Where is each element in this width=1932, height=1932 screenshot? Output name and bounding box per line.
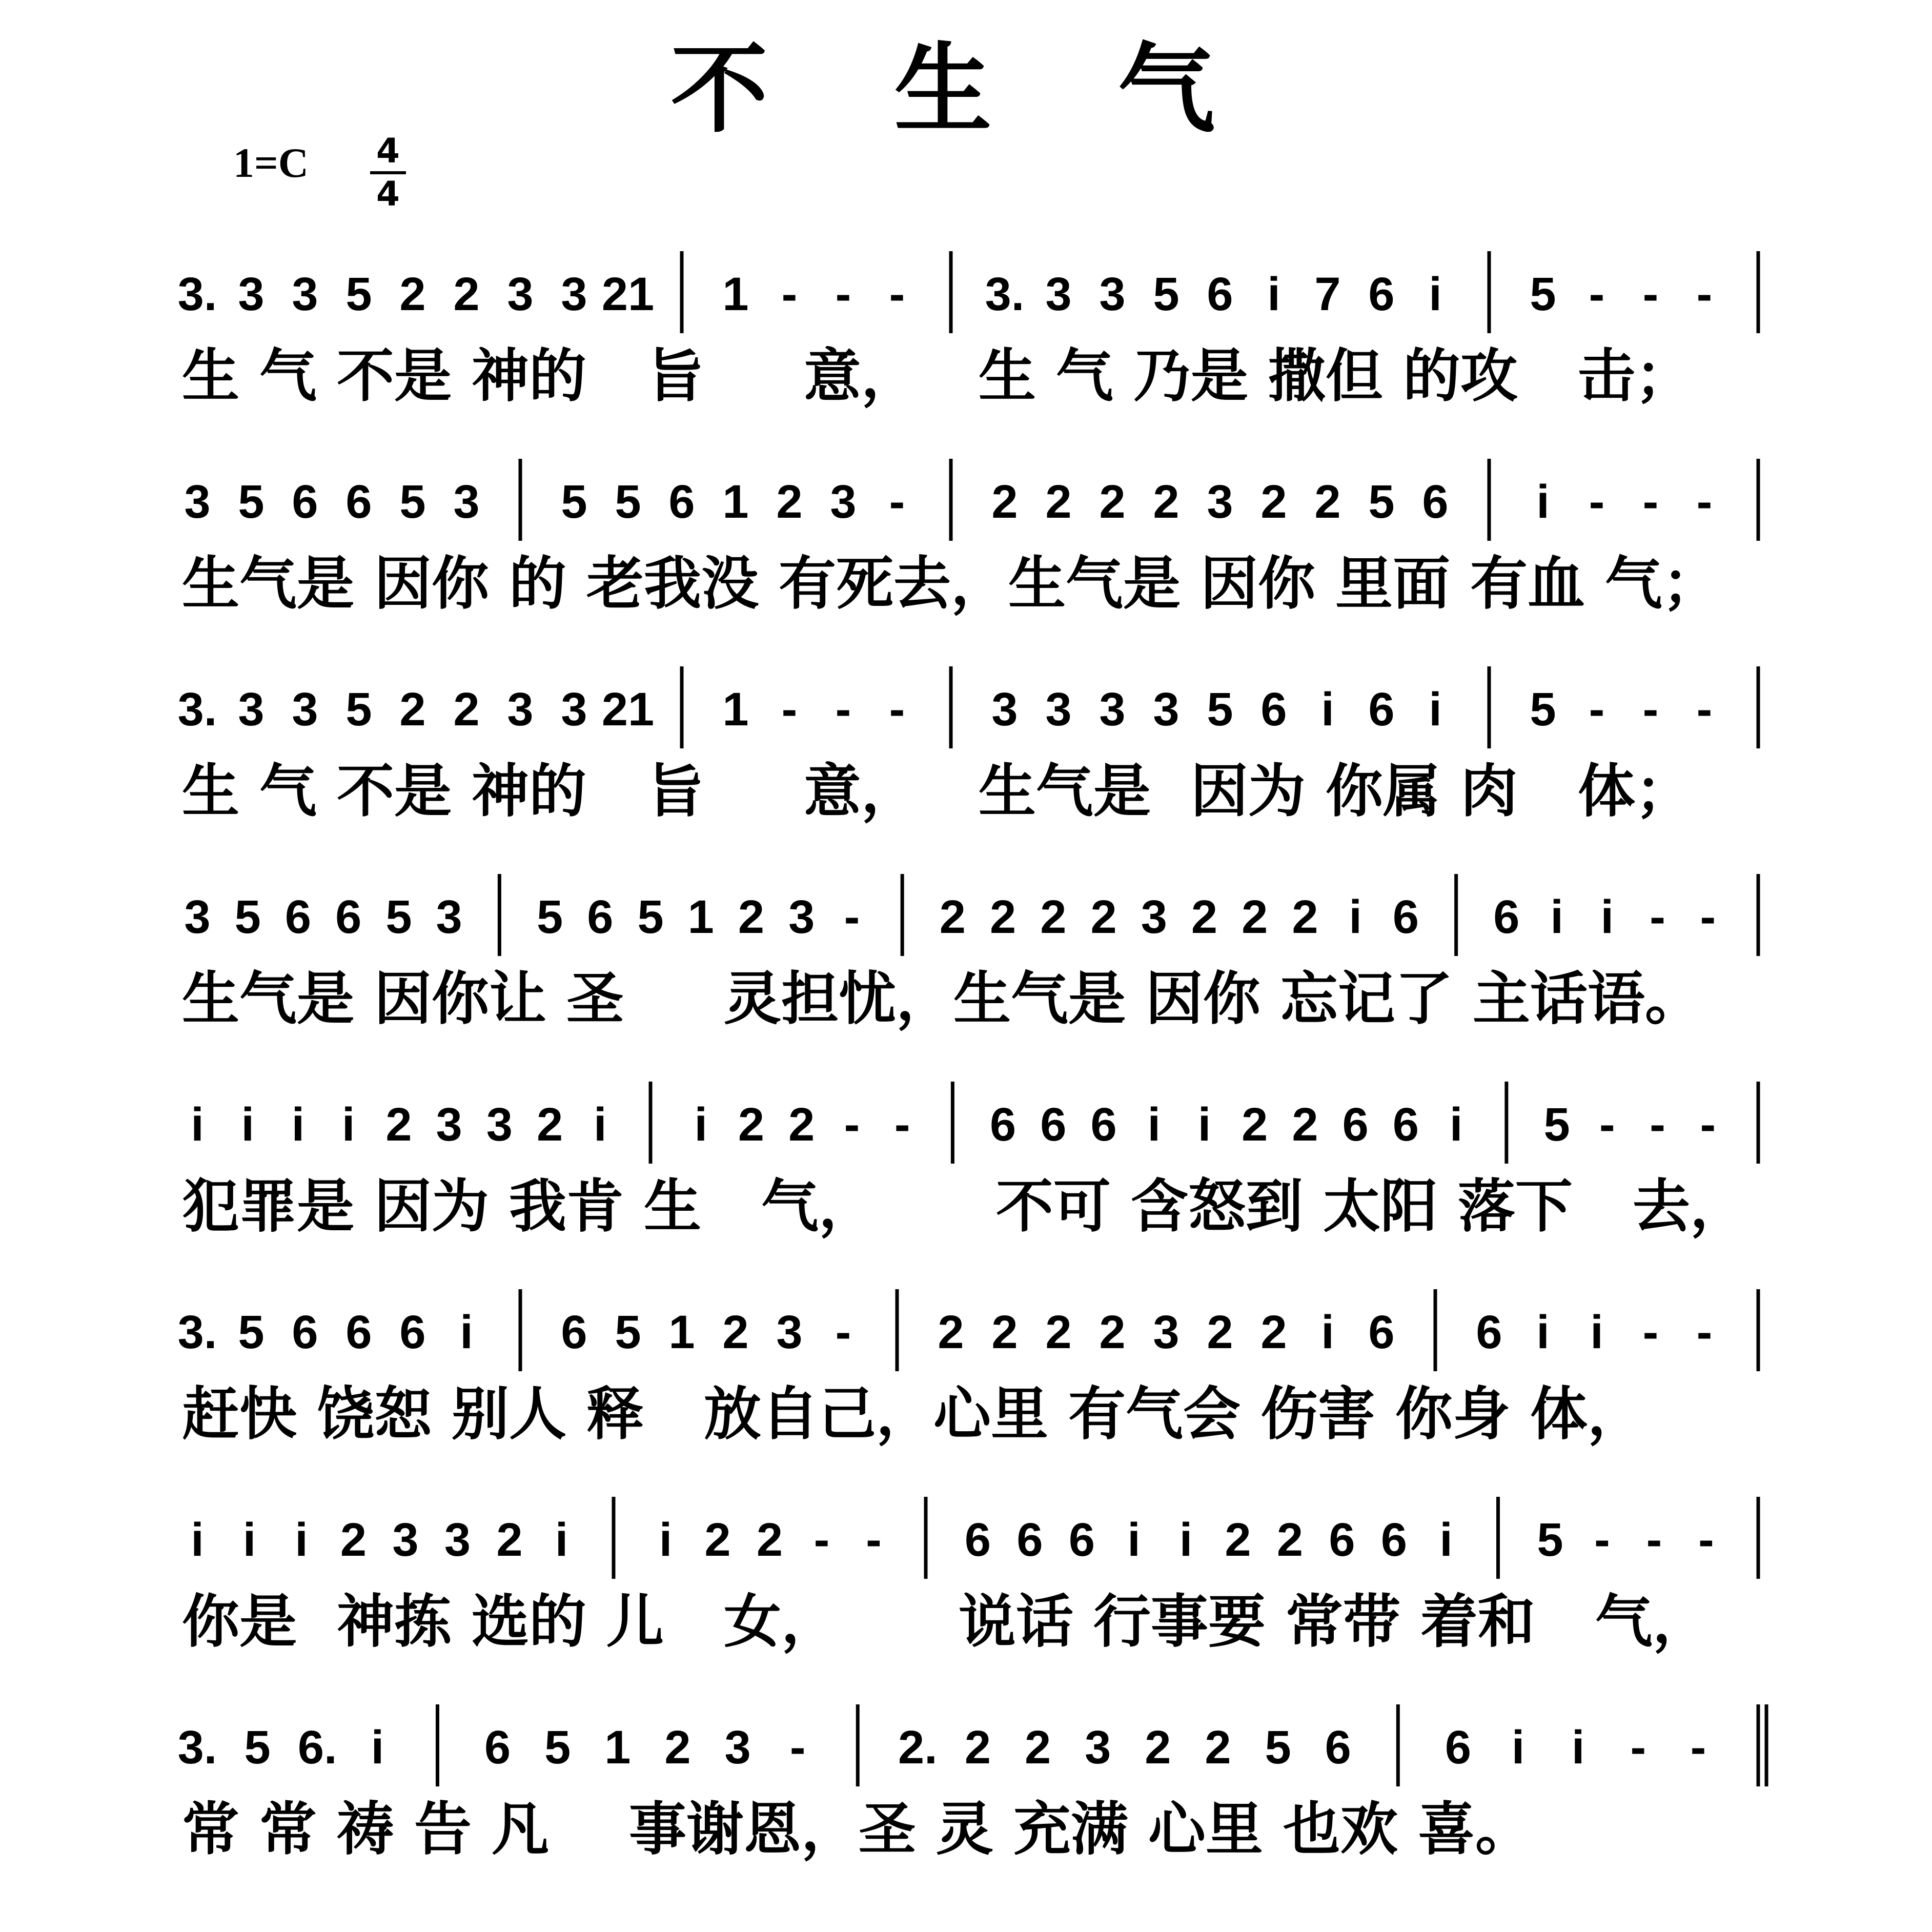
lyric-line-8: 常 常 祷 告 凡 事谢恩，圣 灵 充满 心里 也欢 喜。 (182, 1796, 1533, 1863)
notation-token: 7 (1314, 268, 1341, 320)
notation-token: 2 (738, 891, 765, 943)
notation-token: 3 (1153, 683, 1179, 736)
notation-token: i (291, 1099, 305, 1151)
notation-token: 2. (898, 1721, 938, 1774)
notation-token: 6 (1329, 1514, 1355, 1566)
notation-token: 6 (1090, 1099, 1117, 1151)
notation-token: - (1589, 683, 1605, 736)
notation-token: 6 (1260, 683, 1287, 736)
notation-token: - (889, 476, 905, 528)
notation-token: 5 (615, 1306, 641, 1358)
notation-token: 3 (444, 1514, 471, 1566)
notation-token: 2 (1191, 891, 1218, 943)
notation-token: i (1536, 476, 1550, 528)
notation-token: 2 (1090, 891, 1117, 943)
notation-token: 1 (722, 268, 749, 320)
notation-token: 2 (1276, 1514, 1304, 1566)
notation-token: 6 (1445, 1721, 1472, 1774)
notation-token: 2 (453, 683, 480, 736)
notation-token: 6 (335, 891, 362, 943)
notation-token: 2 (991, 1306, 1018, 1358)
notation-token: - (1690, 1721, 1706, 1774)
notation-token: - (781, 268, 798, 320)
time-signature-numerator: 4 (370, 134, 406, 174)
notation-token: 5 (238, 476, 265, 528)
notation-token: - (1642, 268, 1659, 320)
notation-token: 2 (938, 1306, 964, 1358)
notation-token: - (1650, 891, 1665, 943)
notation-token: 6 (1040, 1099, 1067, 1151)
notation-token: 6 (345, 476, 372, 528)
notation-token: 6 (1392, 1099, 1419, 1151)
notation-token: 6 (1392, 891, 1419, 943)
notation-token: 3 (238, 268, 265, 320)
notation-token: 2 (1205, 1721, 1231, 1774)
notation-token: 3. (177, 1306, 217, 1358)
notation-token: 2 (1045, 1306, 1072, 1358)
notation-token: 1 (668, 1306, 695, 1358)
notation-token: i (1429, 683, 1442, 736)
notation-token: 2 (964, 1721, 991, 1774)
notation-token: 3 (1099, 268, 1126, 320)
notation-token: - (781, 683, 798, 736)
notation-token: 3 (788, 891, 815, 943)
notation-token: 3 (1153, 1306, 1179, 1358)
notation-token: - (1700, 891, 1716, 943)
notation-token: 3 (292, 683, 318, 736)
notation-token: 6 (561, 1306, 587, 1358)
notation-token: 2 (1260, 1306, 1287, 1358)
lyric-line-4: 生气是 因你让 圣 灵担忧，生气是 因你 忘记了 主话语。 (182, 966, 1702, 1032)
notation-token: i (1511, 1721, 1525, 1774)
notation-token: i (1536, 1306, 1550, 1358)
notation-token: 1 (687, 891, 714, 943)
notation-token: - (1646, 1514, 1662, 1566)
notation-token: 5 (1530, 683, 1556, 736)
lyric-line-3: 生 气 不是 神的 旨 意， 生气是 因为 你属 肉 体； (182, 758, 1693, 825)
notation-token: 6 (1368, 268, 1395, 320)
notation-token: 6 (1476, 1306, 1502, 1358)
notation-token: 2 (399, 268, 426, 320)
notation-token: 5 (345, 268, 372, 320)
notation-token: - (814, 1514, 830, 1566)
notation-token: 5 (561, 476, 587, 528)
notation-token: 2 (1314, 476, 1341, 528)
notation-token: 2 (1040, 891, 1067, 943)
notation-token: - (1700, 1099, 1716, 1151)
notation-token: - (844, 891, 860, 943)
notation-token: 3 (507, 683, 534, 736)
notation-token: 3 (392, 1514, 419, 1566)
notation-token: 2 (1260, 476, 1287, 528)
notation-token: - (835, 683, 851, 736)
notation-token: 3 (184, 476, 211, 528)
notation-token: 6 (1368, 1306, 1395, 1358)
notation-token: i (191, 1099, 204, 1151)
notation-token: 2 (738, 1099, 765, 1151)
notation-token: 3 (292, 268, 318, 320)
notation-token: 2 (990, 891, 1016, 943)
notation-token: - (1696, 476, 1713, 528)
notation-token: 2 (340, 1514, 367, 1566)
notation-token: i (341, 1099, 355, 1151)
notation-token: 6 (1368, 683, 1395, 736)
notation-token: 2 (939, 891, 966, 943)
notation-token: i (1571, 1721, 1585, 1774)
notation-token: 2 (1242, 1099, 1268, 1151)
notation-token: i (694, 1099, 708, 1151)
notation-token: 2 (1099, 476, 1126, 528)
notation-token: 3 (776, 1306, 803, 1358)
notation-token: 2 (1292, 891, 1318, 943)
notation-token: i (242, 1514, 256, 1566)
notation-token: 6 (292, 476, 318, 528)
notation-token: 2 (1145, 1721, 1171, 1774)
notation-token: 3 (1085, 1721, 1111, 1774)
notation-token: 3 (238, 683, 265, 736)
notation-token: i (1439, 1514, 1453, 1566)
notation-token: 3 (1045, 268, 1072, 320)
notation-token: 3. (177, 268, 217, 320)
notation-token: 3 (453, 476, 480, 528)
notation-token: - (889, 268, 905, 320)
notation-token: i (1147, 1099, 1161, 1151)
lyric-line-7: 你是 神拣 选的 儿 女， 说话 行事要 常带 着和 气， (182, 1589, 1710, 1655)
notation-token: 5 (234, 891, 261, 943)
notation-token: i (1321, 683, 1334, 736)
notation-token: - (1698, 1514, 1714, 1566)
notation-token: i (1550, 891, 1563, 943)
notation-token: 3 (436, 891, 462, 943)
key-signature-text: 1=C (233, 139, 309, 186)
notation-token: 2 (722, 1306, 749, 1358)
notation-token: 2 (1045, 476, 1072, 528)
notation-token: 3 (1207, 476, 1233, 528)
notation-token: 1 (604, 1721, 631, 1774)
notation-token: - (1696, 1306, 1713, 1358)
notation-token: 5 (399, 476, 426, 528)
notation-token: - (1589, 476, 1605, 528)
notation-token: 6 (1342, 1099, 1369, 1151)
notation-token: 1 (722, 683, 749, 736)
notation-token: 6 (284, 891, 312, 943)
notation-token: 6 (292, 1306, 318, 1358)
notation-token: 6 (1016, 1514, 1043, 1566)
notation-token: 5 (637, 891, 664, 943)
notation-token: i (460, 1306, 473, 1358)
notation-token: 6 (399, 1306, 426, 1358)
notation-token: - (1599, 1099, 1615, 1151)
notation-token: 6 (345, 1306, 372, 1358)
notation-token: - (866, 1514, 882, 1566)
notation-token: - (1642, 476, 1659, 528)
notation-token: - (1642, 683, 1659, 736)
lyric-line-2: 生气是 因你 的 老我没 有死去，生气是 因你 里面 有血 气； (182, 551, 1720, 617)
notation-token: i (1590, 1306, 1603, 1358)
notation-token: i (1321, 1306, 1334, 1358)
notation-token: i (191, 1514, 204, 1566)
notation-token: 3 (184, 891, 211, 943)
notation-token: 6 (1380, 1514, 1408, 1566)
notation-token: 2 (1025, 1721, 1051, 1774)
notation-token: 2 (664, 1721, 691, 1774)
notation-token: 2 (1153, 476, 1179, 528)
notation-token: - (835, 1306, 851, 1358)
notation-token: - (894, 1099, 910, 1151)
notation-token: - (1696, 268, 1713, 320)
notation-token: 5 (1530, 268, 1556, 320)
notation-token: 21 (601, 683, 655, 736)
notation-token: 5 (544, 1721, 571, 1774)
notation-token: 6 (668, 476, 695, 528)
lyric-line-6: 赶快 饶恕 别人 释 放自己，心里 有气会 伤害 你身 体， (182, 1381, 1645, 1448)
notation-token: 5 (1207, 683, 1233, 736)
notation-token: 6 (1422, 476, 1449, 528)
notation-token: 6 (990, 1099, 1016, 1151)
notation-token: - (1642, 1306, 1659, 1358)
notation-token: 3. (177, 1721, 217, 1774)
notation-token: 3 (561, 268, 587, 320)
notation-token: i (1127, 1514, 1141, 1566)
notation-token: 5 (244, 1721, 271, 1774)
notation-token: 2 (1099, 1306, 1126, 1358)
notation-token: 5 (536, 891, 563, 943)
notation-token: 2 (1225, 1514, 1251, 1566)
notation-token: - (1589, 268, 1605, 320)
notation-token: 2 (496, 1514, 523, 1566)
notation-token: 3 (1099, 683, 1126, 736)
notation-token: 6 (1325, 1721, 1351, 1774)
notation-token: 5 (238, 1306, 265, 1358)
notation-token: 2 (536, 1099, 563, 1151)
notation-token: 2 (776, 476, 803, 528)
notation-token: i (1449, 1099, 1463, 1151)
notation-token: - (789, 1721, 806, 1774)
notation-token: 6 (587, 891, 614, 943)
notation-token: 3 (486, 1099, 513, 1151)
notation-token: 2 (704, 1514, 731, 1566)
notation-token: 5 (1368, 476, 1395, 528)
notation-token: 3 (507, 268, 534, 320)
lyric-line-1: 生 气 不是 神的 旨 意， 生 气 乃是 撒但 的攻 击； (182, 343, 1693, 410)
notation-token: 2 (385, 1099, 412, 1151)
notation-token: 3 (436, 1099, 462, 1151)
notation-token: 5 (385, 891, 412, 943)
notation-token: 2 (788, 1099, 815, 1151)
time-signature-denominator: 4 (376, 174, 400, 214)
notation-token: 5 (345, 683, 372, 736)
notation-token: i (241, 1099, 255, 1151)
notation-token: 6 (484, 1721, 511, 1774)
notation-token: - (1594, 1514, 1610, 1566)
notation-token: - (1650, 1099, 1665, 1151)
notation-token: - (889, 683, 905, 736)
notation-token: i (1197, 1099, 1211, 1151)
notation-token: 3 (561, 683, 587, 736)
notation-token: 5 (1153, 268, 1179, 320)
notation-token: 3 (724, 1721, 751, 1774)
notation-token: 6 (1068, 1514, 1095, 1566)
notation-token: 2 (453, 268, 480, 320)
notation-token: 5 (1543, 1099, 1570, 1151)
lyric-line-5: 犯罪是 因为 我肯 生 气， 不可 含怒到 太阳 落下 去， (182, 1173, 1747, 1240)
notation-token: - (835, 268, 851, 320)
notation-token: i (371, 1721, 384, 1774)
notation-token: 2 (991, 476, 1018, 528)
notation-token: i (594, 1099, 607, 1151)
song-title: 不 生 气 (670, 33, 1262, 146)
notation-token: i (1600, 891, 1614, 943)
notation-token: - (1696, 683, 1713, 736)
notation-token: 1 (722, 476, 749, 528)
notation-token: - (844, 1099, 860, 1151)
notation-token: i (659, 1514, 673, 1566)
notation-token: 6. (297, 1721, 337, 1774)
notation-token: 3 (991, 683, 1018, 736)
notation-token: 2 (1242, 891, 1268, 943)
notation-token: 6 (964, 1514, 991, 1566)
notation-token: i (1349, 891, 1362, 943)
notation-token: i (555, 1514, 568, 1566)
notation-token: 3 (1045, 683, 1072, 736)
notation-token: 2 (1292, 1099, 1318, 1151)
notation-token: 21 (601, 268, 655, 320)
notation-token: 3. (985, 268, 1025, 320)
notation-token: i (1429, 268, 1442, 320)
notation-token: - (1630, 1721, 1646, 1774)
notation-token: 2 (1207, 1306, 1233, 1358)
notation-token: 5 (1265, 1721, 1291, 1774)
notation-token: 3 (1141, 891, 1167, 943)
notation-token: i (1267, 268, 1280, 320)
notation-token: 3 (830, 476, 857, 528)
notation-token: 6 (1493, 891, 1520, 943)
notation-token: 2 (756, 1514, 783, 1566)
notation-token: 2 (399, 683, 426, 736)
notation-token: i (1179, 1514, 1193, 1566)
notation-token: 3. (177, 683, 217, 736)
notation-token: 5 (1537, 1514, 1563, 1566)
notation-token: 5 (615, 476, 641, 528)
notation-token: i (295, 1514, 308, 1566)
notation-token: 6 (1207, 268, 1233, 320)
